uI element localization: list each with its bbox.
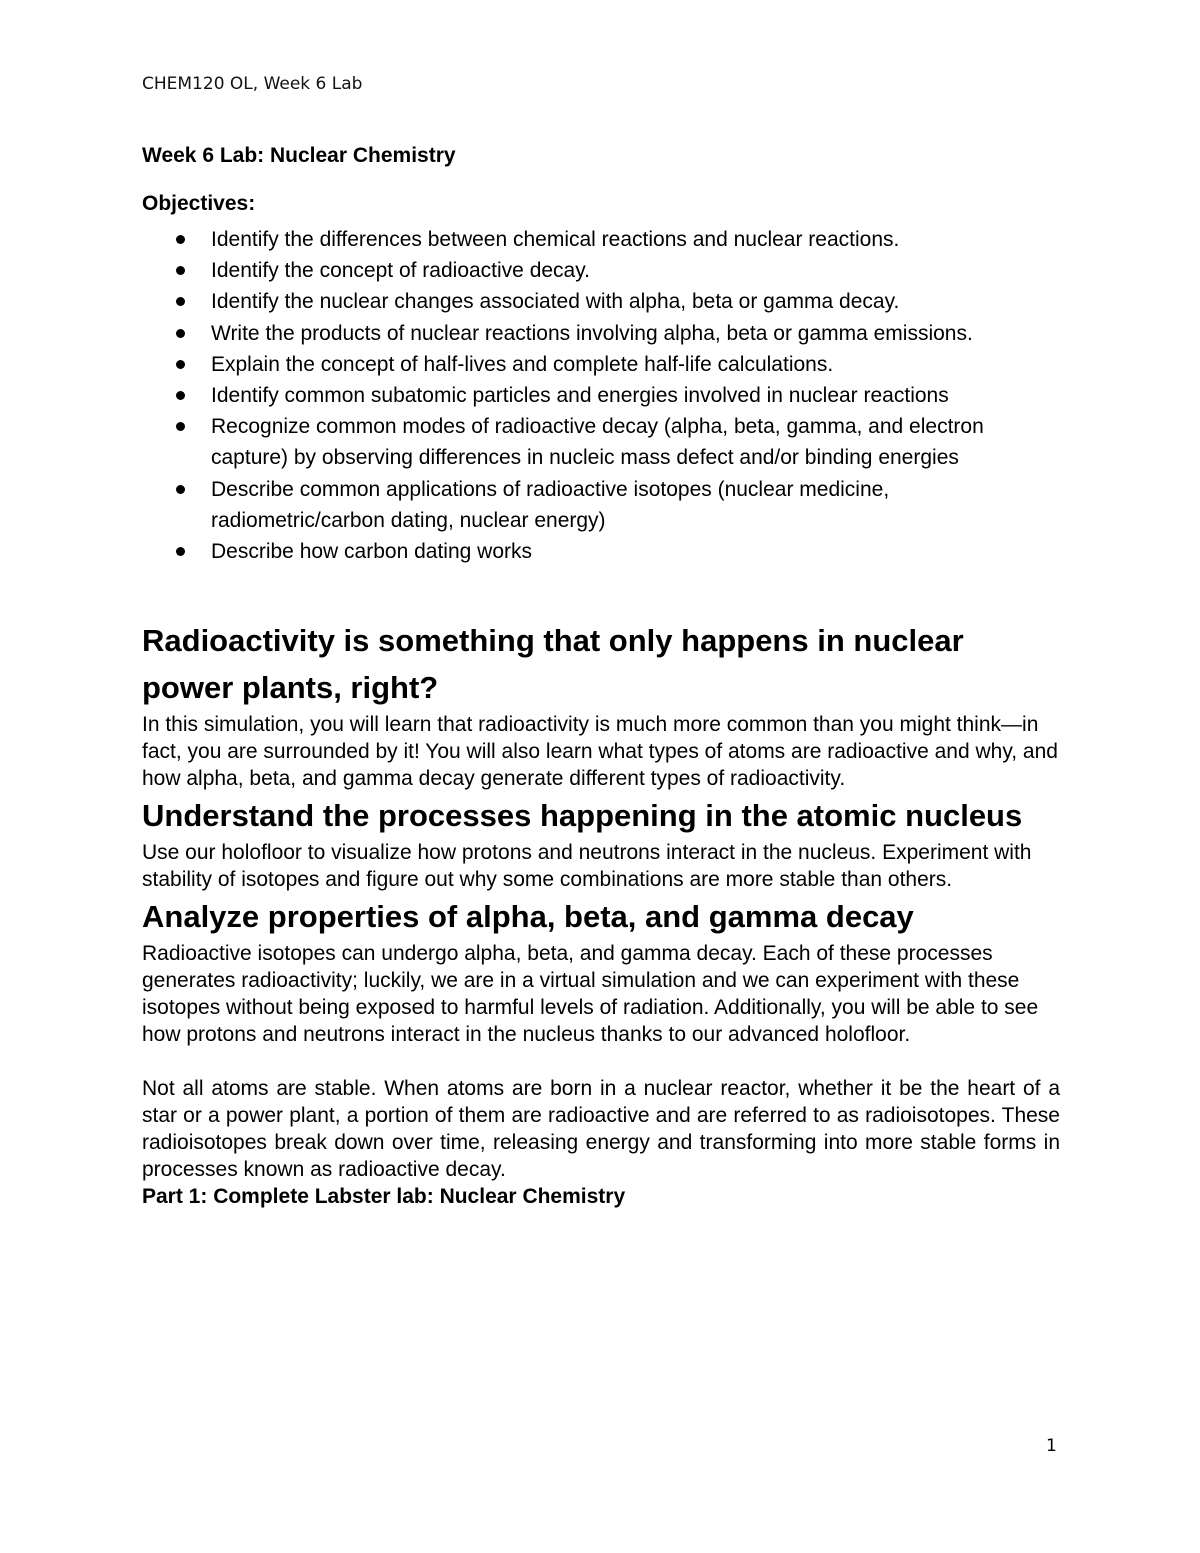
objective-item: Identify common subatomic particles and energies involved in nuclear reactions xyxy=(142,380,1060,411)
section-body-radioactivity: In this simulation, you will learn that radioactivity is much more common than you might think—in fact, you are surrounded by it! You will also learn what types of atoms are radioactive and why, and how alpha, beta, and gamma decay generate different types of radioactivity. xyxy=(142,713,1058,791)
section-body-decay: Radioactive isotopes can undergo alpha, beta, and gamma decay. Each of these processes generates radioactivity; luckily, we are in a virtual simulation and we can experiment with these isotopes without being exposed to harmful levels of radiation. Additionally, you will be able to see how protons and neutrons interact in the nucleus thanks to our advanced holofloor. xyxy=(142,942,1039,1047)
part-1-heading: Part 1: Complete Labster lab: Nuclear Chemistry xyxy=(142,1185,626,1209)
page-number: 1 xyxy=(1046,1436,1057,1456)
objective-item: Write the products of nuclear reactions involving alpha, beta or gamma emissions. xyxy=(142,318,1060,349)
objectives-label: Objectives: xyxy=(142,192,256,215)
objectives-list xyxy=(142,224,1060,567)
document-title: Week 6 Lab: Nuclear Chemistry xyxy=(142,144,456,167)
objective-item: Describe how carbon dating works xyxy=(142,536,1060,567)
objective-item: Identify the differences between chemical reactions and nuclear reactions. xyxy=(142,224,1060,255)
objective-item: Identify the concept of radioactive decay. xyxy=(142,255,1060,286)
section-heading-nucleus: Understand the processes happening in the atomic nucleus xyxy=(142,798,1023,834)
section-body-nucleus: Use our holofloor to visualize how protons and neutrons interact in the nucleus. Experiment with stability of isotopes and figure out why some combinations are more stable than others. xyxy=(142,841,1032,892)
objective-item: Identify the nuclear changes associated with alpha, beta or gamma decay. xyxy=(142,286,1060,317)
stability-paragraph: Not all atoms are stable. When atoms are born in a nuclear reactor, whether it be the heart of a star or a power plant, a portion of them are radioactive and are referred to as radioisotopes. These radioisotopes break down over time, releasing energy and transforming into more stable forms in processes known as radioactive decay. xyxy=(142,1077,1060,1182)
objective-item: Recognize common modes of radioactive decay (alpha, beta, gamma, and electron capture) by observing differences in nucleic mass defect and/or binding energies xyxy=(142,411,1060,473)
objective-item: Describe common applications of radioactive isotopes (nuclear medicine, radiometric/carbon dating, nuclear energy) xyxy=(142,474,1060,536)
paragraph-spacer xyxy=(142,1048,1060,1075)
running-header: CHEM120 OL, Week 6 Lab xyxy=(142,74,363,94)
section-heading-decay: Analyze properties of alpha, beta, and gamma decay xyxy=(142,899,914,935)
objective-item: Explain the concept of half-lives and complete half-life calculations. xyxy=(142,349,1060,380)
section-heading-radioactivity: Radioactivity is something that only happens in nuclear power plants, right? xyxy=(142,623,964,706)
document-body xyxy=(142,142,1060,1211)
